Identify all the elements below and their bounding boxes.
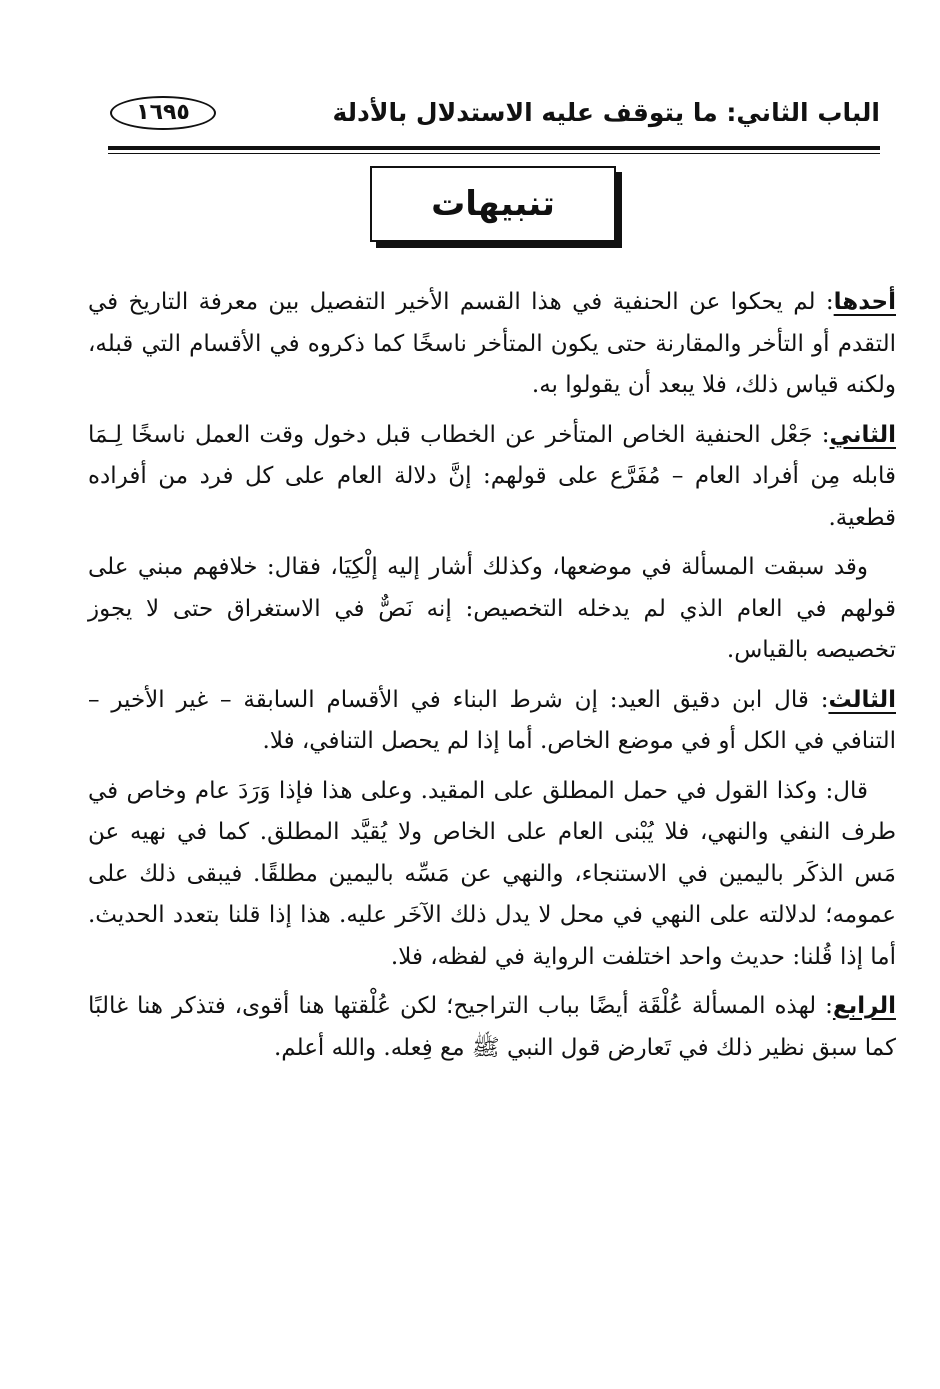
page-body <box>88 282 896 1077</box>
header-rule-thick <box>108 146 880 150</box>
paragraph-second <box>88 415 896 540</box>
paragraph-continuation <box>88 547 896 672</box>
page-number: ١٦٩٥ <box>110 96 216 130</box>
paragraph-first <box>88 282 896 407</box>
paragraph-lead-first: أحدها <box>833 289 896 315</box>
paragraph-third <box>88 680 896 763</box>
paragraph-lead-second: الثاني <box>829 421 896 448</box>
paragraph-text: : جَعْل الحنفية الخاص المتأخر عن الخطاب قبل دخول وقت العمل ناسخًا لِـمَا قابله مِن أفراد العام – مُفَرَّع على قولهم: إنَّ دلالة العام على كل فرد من أفراده قطعية. <box>88 421 896 531</box>
paragraph-continuation <box>88 771 896 979</box>
paragraph-text: : لم يحكوا عن الحنفية في هذا القسم الأخير التفصيل بين معرفة التاريخ في التقدم أو التأخر والمقارنة حتى يكون المتأخر ناسخًا كما ذكروه في الأقسام التي قبله، ولكنه قياس ذلك، فلا يبعد أن يقولوا به. <box>88 289 896 398</box>
paragraph-lead-third: الثالث <box>828 686 896 713</box>
paragraph-text: : لهذه المسألة عُلْقَة أيضًا بباب التراجيح؛ لكن عُلْقتها هنا أقوى، فتذكر هنا غالبًا كما سبق نظير ذلك في تَعارض قول النبي ﷺ مع فِعله. والله أعلم. <box>88 993 896 1061</box>
paragraph-text: : قال ابن دقيق العيد: إن شرط البناء في الأقسام السابقة – غير الأخير – التنافي في الكل أو في موضع الخاص. أما إذا لم يحصل التنافي، فلا. <box>88 686 896 754</box>
header-rule-thin <box>108 153 880 154</box>
paragraph-text: وقد سبقت المسألة في موضعها، وكذلك أشار إليه إلْكِيَا، فقال: خلافهم مبني على قولهم في العام الذي لم يدخله التخصيص: إنه نَصٌّ في الاستغراق حتى لا يجوز تخصيصه بالقياس. <box>88 554 896 663</box>
page-header <box>110 94 880 140</box>
section-title-box <box>370 166 616 242</box>
section-title: تنبيهات <box>431 184 555 224</box>
paragraph-fourth <box>88 986 896 1069</box>
paragraph-text: قال: وكذا القول في حمل المطلق على المقيد. وعلى هذا فإذا وَرَدَ عام وخاص في طرف النفي والنهي، فلا يُبْنى العام على الخاص ولا يُقيَّد المطلق. كما في نهيه عن مَس الذكَر باليمين في الاستنجاء، والنهي عن مَسِّه باليمين مطلقًا. فيبقى ذلك على عمومه؛ لدلالته على النهي في محل لا يدل ذلك الآخَر عليه. هذا إذا قلنا بتعدد الحديث. أما إذا قُلنا: حديث واحد اختلفت الرواية في لفظه، فلا. <box>88 777 896 970</box>
chapter-title: الباب الثاني: ما يتوقف عليه الاستدلال بالأدلة <box>332 98 880 127</box>
paragraph-lead-fourth: الرابع <box>832 993 896 1019</box>
